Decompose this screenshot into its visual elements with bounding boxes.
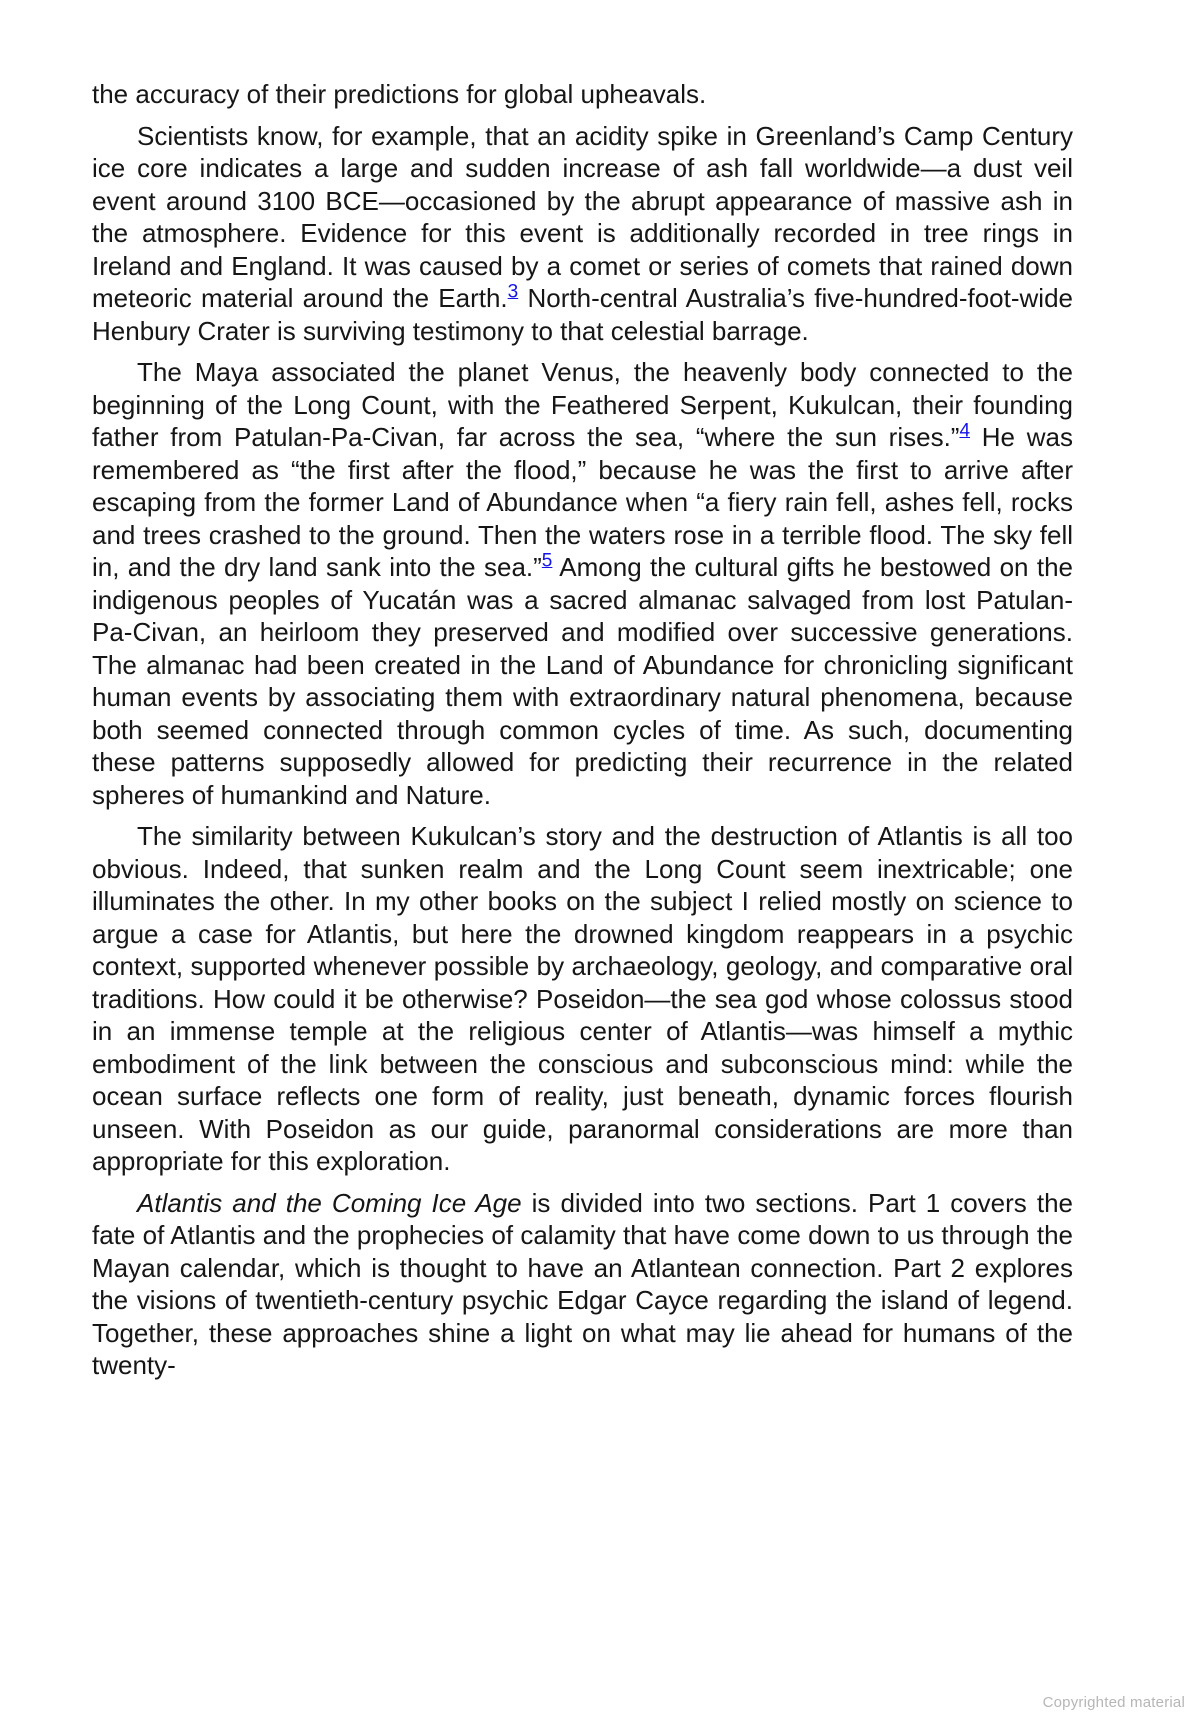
book-title-italic: Atlantis and the Coming Ice Age <box>137 1187 522 1218</box>
text-run: The similarity between Kukulcan’s story and the destruction of Atlantis is all too obvious. Indeed, that sunken realm and the Long Count seem inextricable; one illuminates the other. In my other books on the subject I relied mostly on science to argue a case for Atlantis, but here the drowned kingdom reappears in a psychic context, supported whenever possible by archaeology, geology, and comparative oral traditions. How could it be otherwise? Poseidon—the sea god whose colossus stood in an immense temple at the religious center of Atlantis—was himself a mythic embodiment of the link between the conscious and subconscious mind: while the ocean surface reflects one form of reality, just beneath, dynamic forces flourish unseen. With Poseidon as our guide, paranormal considerations are more than appropriate for this exploration. <box>92 821 1073 1176</box>
text-run: He was remembered as “the first after the flood,” because he was the first to arrive after escaping from the former Land of Abundance when “a fiery rain fell, ashes fell, rocks and trees crashed to the ground. Then the waters rose in a terrible flood. The sky fell in, and the dry land sank into the sea.” <box>92 422 1073 582</box>
footnote-link-3[interactable]: 3 <box>507 281 519 303</box>
paragraph-4 <box>92 820 1073 1178</box>
footnote-superscript <box>508 281 519 302</box>
copyright-watermark: Copyrighted material <box>1042 1694 1185 1711</box>
footnote-link-4[interactable]: 4 <box>959 420 971 442</box>
text-run: North-central Australia’s five-hundred-foot-wide Henbury Crater is surviving testimony to that celestial barrage. <box>92 283 1073 346</box>
paragraph-1 <box>92 78 1073 111</box>
text-run: Scientists know, for example, that an acidity spike in Greenland’s Camp Century ice core indicates a large and sudden increase of ash fall worldwide—a dust veil event around 3100 BCE—occasioned by the abrupt appearance of massive ash in the atmosphere. Evidence for this event is additionally recorded in tree rings in Ireland and England. It was caused by a comet or series of comets that rained down meteoric material around the Earth. <box>92 120 1073 313</box>
text-run: the accuracy of their predictions for global upheavals. <box>92 79 707 109</box>
text-run: The Maya associated the planet Venus, the heavenly body connected to the beginning of the Long Count, with the Feathered Serpent, Kukulcan, their founding father from Patulan-Pa-Civan, far across the sea, “where the sun rises.” <box>92 357 1073 452</box>
footnote-superscript <box>959 420 970 441</box>
body-text <box>92 78 1073 1382</box>
text-run: is divided into two sections. Part 1 covers the fate of Atlantis and the prophecies of calamity that have come down to us through the Mayan calendar, which is thought to have an Atlantean connection. Part 2 explores the visions of twentieth-century psychic Edgar Cayce regarding the island of legend. Together, these approaches shine a light on what may lie ahead for humans of the twenty- <box>92 1187 1073 1380</box>
footnote-link-5[interactable]: 5 <box>541 550 553 572</box>
text-run: Among the cultural gifts he bestowed on the indigenous peoples of Yucatán was a sacred almanac salvaged from lost Patulan-Pa-Civan, an heirloom they preserved and modified over successive generations. The almanac had been created in the Land of Abundance for chronicling significant human events by associating them with extraordinary natural phenomena, because both seemed connected through common cycles of time. As such, documenting these patterns supposedly allowed for predicting their recurrence in the related spheres of humankind and Nature. <box>92 552 1073 810</box>
paragraph-3 <box>92 356 1073 811</box>
footnote-superscript <box>542 550 553 571</box>
paragraph-5 <box>92 1187 1073 1382</box>
paragraph-2 <box>92 120 1073 348</box>
